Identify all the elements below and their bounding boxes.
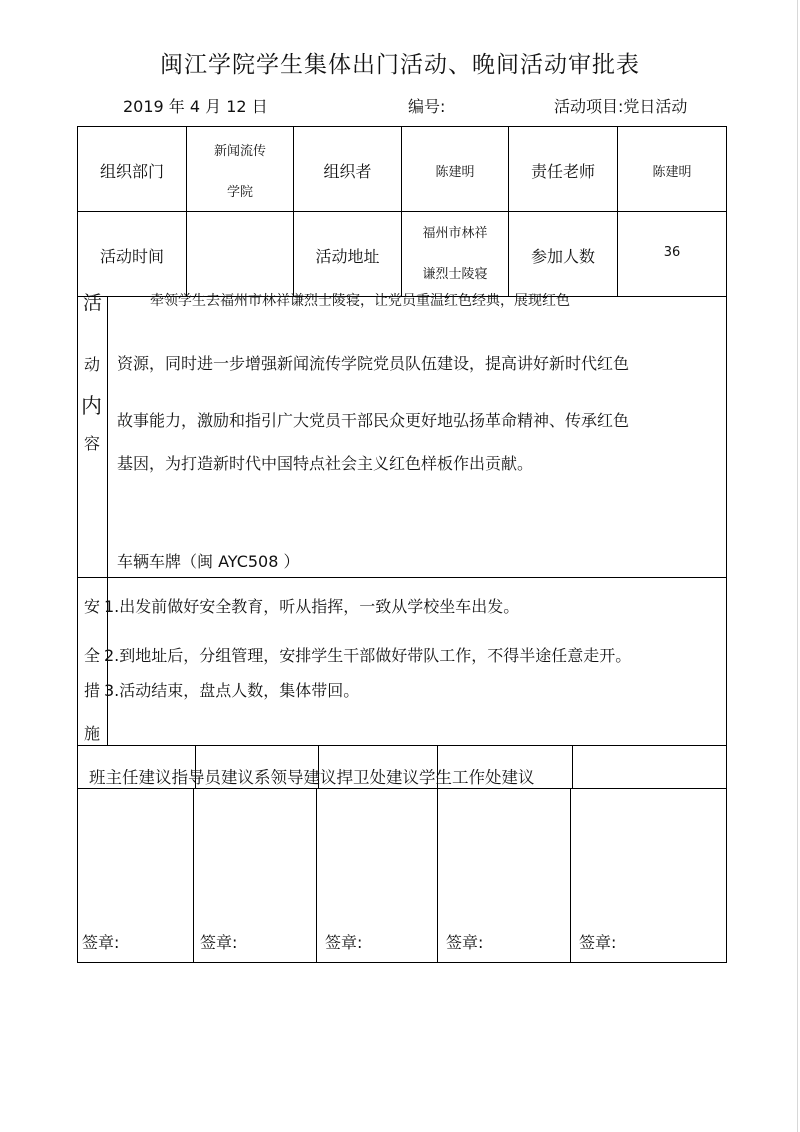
teacher-value: 陈建明 bbox=[652, 165, 692, 180]
sign-field[interactable]: 签章: bbox=[446, 933, 484, 952]
form-title: 闽江学院学生集体出门活动、晚间活动审批表 bbox=[160, 52, 640, 78]
safety-item-3: 3.活动结束，盘点人数，集体带回。 bbox=[104, 681, 360, 700]
sign-field[interactable]: 签章: bbox=[579, 933, 617, 952]
org-label: 组织部门 bbox=[99, 162, 164, 181]
organizer-value: 陈建明 bbox=[435, 165, 475, 180]
opinions-header: 班主任建议指导员建议系领导建议捍卫处建议学生工作处建议 bbox=[89, 768, 535, 787]
vehicle-plate: 车辆车牌（闽 AYC508 ） bbox=[117, 552, 300, 571]
safety-item-1: 1.出发前做好安全教育，听从指挥，一致从学校坐车出发。 bbox=[104, 597, 520, 616]
org-value-line1: 新闻流传 bbox=[213, 144, 266, 159]
place-label: 活动地址 bbox=[315, 247, 380, 266]
sign-field[interactable]: 签章: bbox=[82, 933, 120, 952]
count-value: 36 bbox=[663, 245, 681, 260]
form-date: 2019 年 4 月 12 日 bbox=[123, 97, 268, 116]
teacher-label: 责任老师 bbox=[530, 162, 595, 181]
sign-field[interactable]: 签章: bbox=[200, 933, 238, 952]
sign-field[interactable]: 签章: bbox=[325, 933, 363, 952]
page-edge bbox=[797, 0, 798, 1132]
count-label: 参加人数 bbox=[530, 247, 595, 266]
activity-project: 活动项目:党日活动 bbox=[554, 97, 688, 116]
form-number-label: 编号: bbox=[408, 97, 446, 116]
safety-item-2: 2.到地址后，分组管理，安排学生干部做好带队工作，不得半途任意走开。 bbox=[104, 646, 632, 665]
organizer-label: 组织者 bbox=[323, 162, 372, 181]
content-line-1: 牵领学生去福州市林祥谦烈士陵寝，让党员重温红色经典，展现红色 bbox=[150, 293, 570, 309]
content-line-2: 资源，同时进一步增强新闻流传学院党员队伍建设，提高讲好新时代红色 bbox=[117, 354, 630, 373]
content-line-4: 基因，为打造新时代中国特点社会主义红色样板作出贡献。 bbox=[117, 454, 534, 473]
place-value-line1: 福州市林祥 bbox=[422, 226, 488, 241]
time-label: 活动时间 bbox=[99, 247, 164, 266]
content-line-3: 故事能力，激励和指引广大党员干部民众更好地弘扬革命精神、传承红色 bbox=[117, 411, 630, 430]
org-value-line2: 学院 bbox=[226, 185, 253, 200]
place-value-line2: 谦烈士陵寝 bbox=[422, 267, 488, 282]
